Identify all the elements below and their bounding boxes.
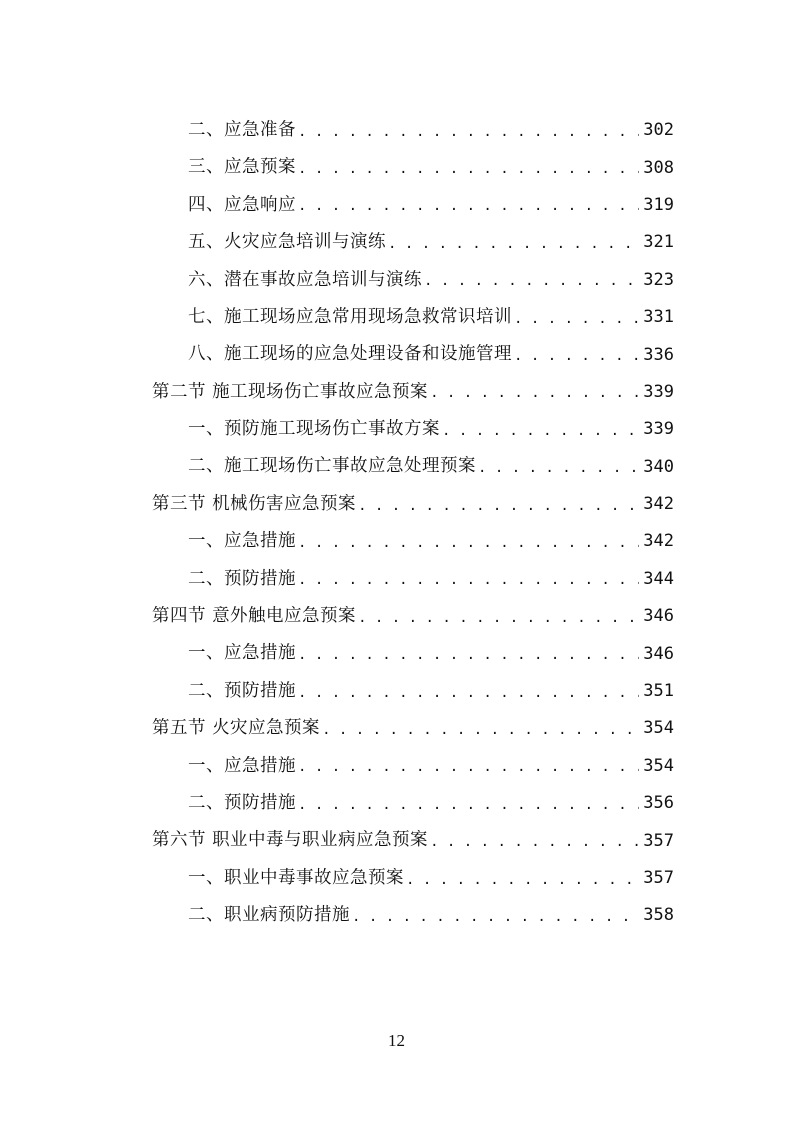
toc-subsection-entry[interactable]	[0, 860, 793, 897]
toc-entry-page-number: 321	[643, 232, 674, 253]
toc-subsection-entry[interactable]	[0, 149, 793, 186]
toc-dot-leader	[298, 160, 639, 178]
toc-dot-leader	[478, 459, 639, 477]
toc-entry-title: 一、预防施工现场伤亡事故方案	[188, 419, 440, 440]
toc-subsection-entry[interactable]	[0, 224, 793, 261]
toc-entry-page-number: 323	[643, 269, 674, 290]
toc-dot-leader	[514, 310, 639, 328]
toc-entry-title: 七、施工现场应急常用现场急救常识培训	[188, 306, 512, 327]
toc-dot-leader	[442, 422, 639, 440]
toc-subsection-entry[interactable]	[0, 635, 793, 672]
toc-entry-page-number: 308	[643, 157, 674, 178]
toc-dot-leader	[298, 571, 639, 589]
toc-entry-page-number: 356	[643, 793, 674, 814]
toc-entry-page-number: 336	[643, 344, 674, 365]
toc-entry-page-number: 342	[643, 531, 674, 552]
toc-dot-leader	[298, 796, 639, 814]
toc-entry-title: 第四节 意外触电应急预案	[152, 606, 357, 627]
toc-entry-page-number: 339	[643, 381, 674, 402]
toc-entry-page-number: 346	[643, 643, 674, 664]
toc-section-entry[interactable]	[0, 710, 793, 747]
toc-entry-page-number: 346	[643, 606, 674, 627]
toc-subsection-entry[interactable]	[0, 336, 793, 373]
toc-entry-title: 二、预防措施	[188, 792, 296, 813]
toc-entry-page-number: 339	[643, 419, 674, 440]
toc-subsection-entry[interactable]	[0, 411, 793, 448]
toc-entry-title: 一、应急措施	[188, 643, 296, 664]
toc-entry-title: 五、火灾应急培训与演练	[188, 232, 386, 253]
toc-dot-leader	[424, 272, 639, 290]
toc-entry-page-number: 358	[643, 905, 674, 926]
toc-subsection-entry[interactable]	[0, 523, 793, 560]
toc-subsection-entry[interactable]	[0, 673, 793, 710]
toc-dot-leader	[358, 497, 639, 515]
toc-dot-leader	[352, 908, 639, 926]
toc-entry-title: 第二节 施工现场伤亡事故应急预案	[152, 381, 429, 402]
toc-section-entry[interactable]	[0, 486, 793, 523]
toc-entry-title: 二、施工现场伤亡事故应急处理预案	[188, 456, 476, 477]
table-of-contents	[0, 112, 793, 935]
toc-subsection-entry[interactable]	[0, 785, 793, 822]
toc-entry-title: 一、职业中毒事故应急预案	[188, 867, 404, 888]
toc-dot-leader	[298, 534, 639, 552]
toc-section-entry[interactable]	[0, 598, 793, 635]
toc-subsection-entry[interactable]	[0, 187, 793, 224]
toc-dot-leader	[298, 123, 639, 141]
toc-subsection-entry[interactable]	[0, 262, 793, 299]
toc-entry-title: 第六节 职业中毒与职业病应急预案	[152, 830, 429, 851]
toc-dot-leader	[406, 871, 639, 889]
toc-section-entry[interactable]	[0, 374, 793, 411]
toc-entry-page-number: 340	[643, 456, 674, 477]
toc-dot-leader	[322, 721, 639, 739]
toc-subsection-entry[interactable]	[0, 748, 793, 785]
toc-entry-title: 二、应急准备	[188, 119, 296, 140]
toc-entry-title: 三、应急预案	[188, 157, 296, 178]
toc-entry-page-number: 344	[643, 568, 674, 589]
toc-entry-title: 二、预防措施	[188, 680, 296, 701]
toc-entry-page-number: 354	[643, 718, 674, 739]
toc-entry-page-number: 351	[643, 681, 674, 702]
toc-dot-leader	[358, 609, 639, 627]
toc-entry-title: 二、职业病预防措施	[188, 905, 350, 926]
toc-section-entry[interactable]	[0, 822, 793, 859]
toc-dot-leader	[298, 684, 639, 702]
toc-dot-leader	[298, 197, 639, 215]
toc-entry-title: 八、施工现场的应急处理设备和设施管理	[188, 344, 512, 365]
toc-subsection-entry[interactable]	[0, 299, 793, 336]
toc-entry-page-number: 342	[643, 494, 674, 515]
page-number: 12	[388, 1031, 405, 1050]
toc-entry-page-number: 331	[643, 307, 674, 328]
toc-dot-leader	[430, 833, 639, 851]
toc-entry-page-number: 357	[643, 830, 674, 851]
toc-dot-leader	[298, 646, 639, 664]
toc-dot-leader	[388, 235, 639, 253]
toc-entry-page-number: 302	[643, 120, 674, 141]
toc-subsection-entry[interactable]	[0, 897, 793, 934]
toc-entry-page-number: 354	[643, 755, 674, 776]
toc-dot-leader	[430, 384, 639, 402]
toc-dot-leader	[298, 758, 639, 776]
toc-subsection-entry[interactable]	[0, 449, 793, 486]
toc-entry-page-number: 319	[643, 194, 674, 215]
toc-entry-title: 第三节 机械伤害应急预案	[152, 493, 357, 514]
toc-entry-title: 六、潜在事故应急培训与演练	[188, 269, 422, 290]
toc-entry-title: 四、应急响应	[188, 194, 296, 215]
toc-subsection-entry[interactable]	[0, 561, 793, 598]
toc-entry-title: 一、应急措施	[188, 755, 296, 776]
toc-entry-title: 一、应急措施	[188, 531, 296, 552]
toc-entry-title: 二、预防措施	[188, 568, 296, 589]
toc-subsection-entry[interactable]	[0, 112, 793, 149]
toc-entry-page-number: 357	[643, 868, 674, 888]
toc-entry-title: 第五节 火灾应急预案	[152, 718, 321, 739]
toc-dot-leader	[514, 347, 639, 365]
